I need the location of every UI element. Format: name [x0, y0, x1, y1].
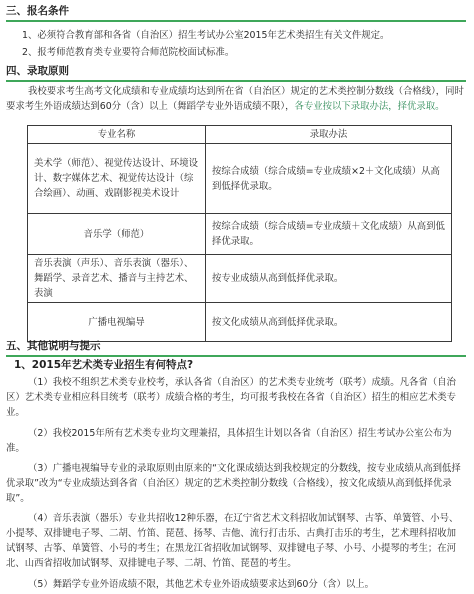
section-title: 五、其他说明与提示 [6, 340, 101, 352]
section-header-3 [6, 4, 466, 21]
section-divider [6, 355, 466, 357]
table-header-method: 录取办法 [206, 126, 452, 144]
table-row [28, 144, 452, 214]
table-cell-major: 音乐学（师范） [28, 214, 206, 255]
table-row [28, 303, 452, 342]
section-title: 三、报名条件 [6, 5, 69, 17]
table-cell-method: 按综合成绩（综合成绩=专业成绩×2＋文化成绩）从高到低择优录取。 [206, 144, 452, 214]
admission-table [27, 125, 452, 342]
table-cell-method: 按专业成绩从高到低择优录取。 [206, 255, 452, 303]
section-header-5 [6, 339, 466, 356]
note-item-5: （5）舞蹈学专业外语成绩不限，其他艺术专业外语成绩要求达到60分（含）以上。 [28, 579, 375, 590]
table-row [28, 214, 452, 255]
note-item-3: （3）广播电视编导专业的录取原则由原来的“文化课成绩达到我校规定的分数线，按专业成绩从高到低择优录取”改为“专业成绩达到各省（自治区）规定的艺术类控制分数线（合格线），按文化成绩从高到低择优录取”。 [6, 463, 461, 504]
note-item-4: （4）音乐表演（器乐）专业共招收12种乐器，在辽宁省艺术文科招收加试钢琴、古筝、单簧管、小号、小提琴、双排键电子琴、二胡、竹笛、琵琶、扬琴、吉他、流行打击乐、古典打击乐的考生，艺术理科招收加试钢琴、古筝、单簧管、小号的考生；在黑龙江省招收加试钢琴、双排键电子琴、小号、小提琴的考生；在河北、山西省招收加试钢琴、双排键电子琴、二胡、竹笛、琵琶的考生。 [6, 513, 459, 569]
table-row [28, 255, 452, 303]
subsection-title: 1、2015年艺术类专业招生有何特点? [14, 359, 194, 371]
intro-text: 我校要求考生高考文化成绩和专业成绩均达到所在省（自治区）规定的艺术类控制分数线（合格线），同时要求考生外语成绩达到60分（含）以上（舞蹈学专业外语成绩不限）， [6, 86, 464, 112]
note-item-1: （1）我校不组织艺术类专业校考，承认各省（自治区）的艺术类专业统考（联考）成绩。凡各省（自治区）艺术类专业相应科目统考（联考）成绩合格的考生，均可报考我校在各省（自治区）招生的相应艺术类专业。 [6, 377, 457, 418]
admission-intro [6, 84, 464, 114]
note-item-2: （2）我校2015年所有艺术类专业均文理兼招，具体招生计划以各省（自治区）招生考试办公室公布为准。 [6, 428, 452, 454]
section-header-4 [6, 64, 466, 81]
table-cell-major: 音乐表演（声乐）、音乐表演（器乐）、舞蹈学、录音艺术、播音与主持艺术、表演 [28, 255, 206, 303]
list-item: 2、报考师范教育类专业要符合师范院校面试标准。 [22, 47, 235, 58]
section-divider [6, 80, 466, 82]
table-cell-method: 按综合成绩（综合成绩=专业成绩＋文化成绩）从高到低择优录取。 [206, 214, 452, 255]
table-cell-major: 广播电视编导 [28, 303, 206, 342]
table-cell-method: 按文化成绩从高到低择优录取。 [206, 303, 452, 342]
section-divider [6, 20, 466, 22]
list-item: 1、必须符合教育部和各省（自治区）招生考试办公室2015年艺术类招生有关文件规定。 [22, 30, 390, 41]
intro-highlight: 各专业按以下录取办法，择优录取。 [294, 101, 445, 112]
section-title: 四、录取原则 [6, 65, 69, 77]
table-cell-major: 美术学（师范）、视觉传达设计、环境设计、数字媒体艺术、视觉传达设计（综合绘画）、动画、戏剧影视美术设计 [28, 144, 206, 214]
table-header-major: 专业名称 [28, 126, 206, 144]
